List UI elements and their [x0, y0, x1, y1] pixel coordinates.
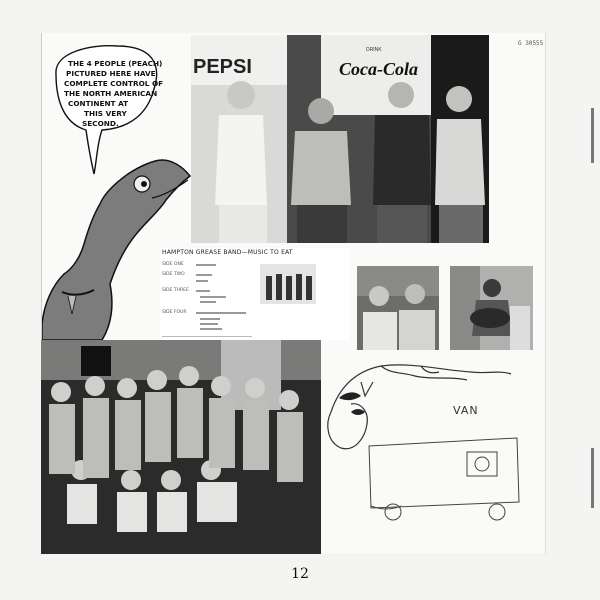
binding-mark-bottom	[591, 448, 594, 508]
side-three-track-2	[200, 296, 226, 298]
side-four-label: SIDE FOUR	[162, 310, 187, 315]
side-three-track	[196, 290, 210, 292]
photo-two-guys-laughing	[357, 266, 439, 350]
van-sketch	[369, 438, 519, 520]
bubble-line-2: PICTURED HERE HAVE	[66, 69, 156, 78]
bubble-line-7: SECOND.	[82, 119, 119, 128]
photo-guitar-player	[450, 266, 533, 350]
bubble-line-5: CONTINENT AT	[68, 99, 129, 108]
bubble-line-6: THIS VERY	[84, 109, 127, 118]
album-title: HAMPTON GREASE BAND—MUSIC TO EAT	[162, 249, 293, 256]
gun-snake-sketch	[328, 365, 511, 449]
side-two-track-2	[196, 280, 208, 282]
group-photo-band	[41, 340, 321, 554]
side-two-track	[196, 274, 212, 276]
van-drawing	[321, 352, 543, 552]
coke-sign: Coca-Cola	[339, 59, 418, 79]
side-four-track-3	[200, 323, 218, 325]
bubble-line-3: COMPLETE CONTROL OF	[64, 79, 164, 88]
van-label: VAN	[453, 404, 479, 417]
bubble-line-4: THE NORTH AMERICAN	[64, 89, 158, 98]
side-four-track-4	[200, 328, 222, 330]
side-three-track-3	[200, 301, 216, 303]
side-four-track	[196, 312, 246, 314]
catalog-number: G 30555	[518, 40, 544, 47]
album-sleeve-listing	[160, 248, 350, 340]
coke-drink-label: DRINK	[366, 47, 382, 53]
binding-mark-top	[591, 108, 594, 163]
side-two-label: SIDE TWO	[162, 272, 185, 277]
side-one-label: SIDE ONE	[162, 262, 184, 267]
speech-bubble	[56, 46, 163, 174]
sleeve-footnote	[162, 336, 252, 337]
side-four-track-2	[200, 318, 220, 320]
tiny-band-photo	[260, 264, 316, 304]
pepsi-sign: PEPSI	[193, 56, 252, 78]
side-three-label: SIDE THREE	[162, 288, 189, 293]
bubble-line-1: THE 4 PEOPLE (PEACH)	[68, 59, 163, 68]
side-one-track	[196, 264, 216, 266]
group-photo-four-men	[191, 35, 489, 243]
page-number: 12	[291, 566, 309, 582]
